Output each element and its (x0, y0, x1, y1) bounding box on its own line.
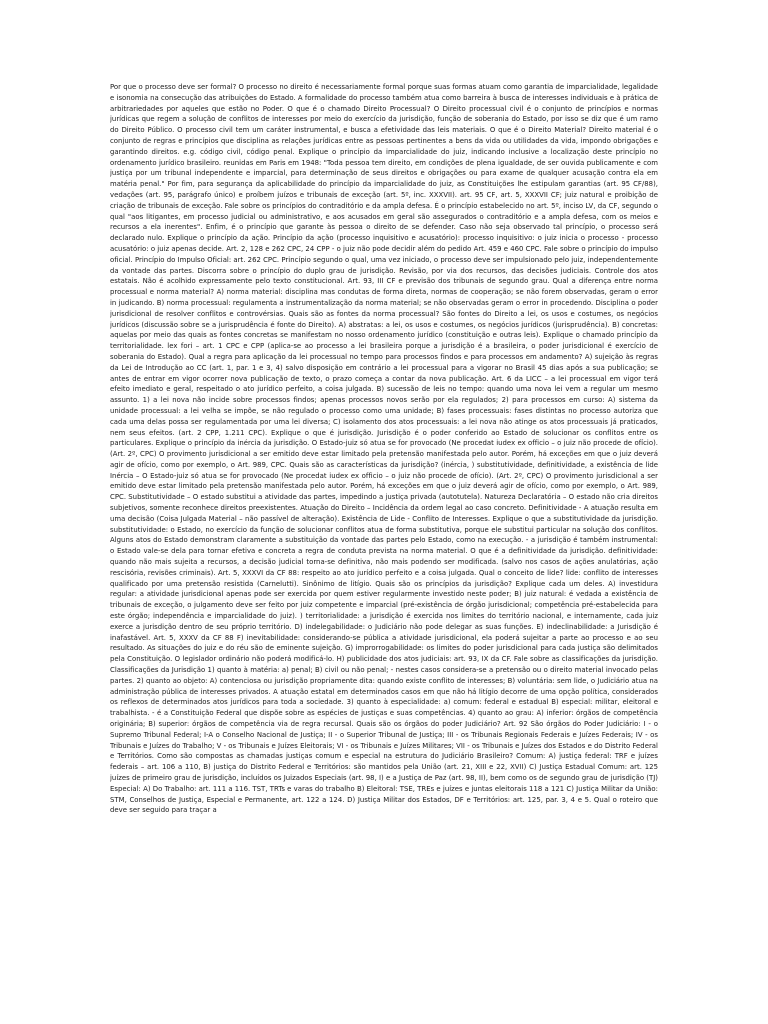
document-body-text: Por que o processo deve ser formal? O processo no direito é necessariamente formal porque suas formas atuam como garantia de imparcialidade, legalidade e isonomia na consecução das atribuições do Estado. A formalidade do processo também atua como barreira à busca de interesses individuais e à prática de arbitrariedades por aqueles que estão no Poder. O que é o chamado Direito Processual? O Direito processual civil é o conjunto de princípios e normas jurídicas que regem a solução de conflitos de interesses por meio do exercício da jurisdição, função de soberania do Estado, por isso se diz que é um ramo do Direito Público. O processo civil tem um caráter instrumental, e busca a efetividade das leis materiais. O que é o Direito Material? Direito material é o conjunto de regras e princípios que disciplina as relações jurídicas entre as pessoas pertinentes a bens da vida ou utilidades da vida, impondo obrigações e garantindo direitos. e.g. código civil, código penal. Explique o princípio da imparcialidade do juiz, indicando inclusive a localização deste princípio no ordenamento jurídico brasileiro. reunidas em Paris em 1948: "Toda pessoa tem direito, em condições de plena igualdade, de ser ouvida publicamente e com justiça por um tribunal independente e imparcial, para determinação de seus direitos e obrigações ou para exame de qualquer acusação contra ela em matéria penal." Por fim, para segurança da aplicabilidade do princípio da imparcialidade do juiz, as Constituições lhe estipulam garantias (art. 95 CF/88), vedações (art. 95, parágrafo único) e proíbem juízos e tribunais de exceção (art. 5º, inc. XXXVII). art. 95 CF, art. 5, XXXVII CF; juiz natural e proibição de criação de tribunais de exceção. Fale sobre os princípios do contraditório e da ampla defesa. É o princípio estabelecido no art. 5º, inciso LV, da CF, segundo o qual "aos litigantes, em processo judicial ou administrativo, e aos acusados em geral são assegurados o contraditório e a ampla defesa, com os meios e recursos a ela inerentes". Enfim, é o princípio que garante às pessoa o direito de se defender. Caso não seja observado tal princípio, o processo será declarado nulo. Explique o princípio da ação. Princípio da ação (processo inquisitivo e acusatório): processo inquisitivo: o juiz inicia o processo - processo acusatório: o juiz apenas decide. Art. 2, 128 e 262 CPC, 24 CPP - o juiz não pode decidir além do pedido Art. 459 e 460 CPC. Fale sobre o princípio do impulso oficial. Princípio do Impulso Oficial: art. 262 CPC. Princípio segundo o qual, uma vez iniciado, o processo deve ser impulsionado pelo juiz, independentemente da vontade das partes. Discorra sobre o princípio do duplo grau de jurisdição. Revisão, por via dos recursos, das decisões judiciais. Controle dos atos estatais. Não é acolhido expressamente pelo texto constitucional. Art. 93, III CF e previsão dos tribunais de segundo grau. Qual a diferença entre norma processual e norma material? A) norma material: disciplina mas condutas de forma direta, normas de cooperação; se não forem observadas, geram o error in judicando. B) norma processual: regulamenta a instrumentalização da norma material; se não observadas geram o error in procedendo. Disciplina o poder jurisdicional de resolver conflitos e controvérsias. Quais são as fontes da norma processual? São fontes do Direito a lei, os usos e costumes, os negócios jurídicos (discussão sobre se a jurisprudência é fonte do Direito). A) abstratas: a lei, os usos e costumes, os negócios jurídicos (jurisprudência). B) concretas: aquelas por meio das quais as fontes concretas se manifestam no nosso ordenamento jurídico (constituição e outras leis). Explique o chamado princípio da territorialidade. lex fori – art. 1 CPC e CPP (aplica-se ao processo a lei brasileira porque a jurisdição é a brasileira, o poder jurisdicional é exercício de soberania do Estado). Qual a regra para aplicação da lei processual no tempo para processos findos e para processos em andamento? A) sujeição às regras da Lei de Introdução ao CC (art. 1, par. 1 e 3, 4) salvo disposição em contrário a lei processual para a vigorar no Brasil 45 dias após a sua publicação; se antes de entrar em vigor ocorrer nova publicação de texto, o prazo começa a contar da nova publicação. Art. 6 da LICC – a lei processual em vigor terá efeito imediato e geral, respeitado o ato jurídico perfeito, a coisa julgada. B) sucessão de leis no tempo: quando uma nova lei vem a regular um mesmo assunto. 1) a lei nova não incide sobre processos findos; apenas processos novos serão por ela regulados; 2) para processos em curso: A) sistema da unidade processual: a lei velha se impõe, se não regulado o processo como uma unidade; B) fases processuais: fases distintas no processo autoriza que cada uma delas possa ser regulamentada por uma lei diversa; C) isolamento dos atos processuais: a lei nova não atinge os atos processuais já praticados, nem seus efeitos. (art. 2 CPP, 1.211 CPC). Explique o que é jurisdição. Jurisdição é o poder conferido ao Estado de solucionar os conflitos entre os particulares. Explique o princípio da inércia da jurisdição. O Estado-juiz só atua se for provocado (Ne procedat iudex ex officio – o juiz não procede de ofício). (Art. 2º, CPC) O provimento jurisdicional a ser emitido deve estar limitado pela pretensão manifestada pelo autor. Porém, há exceções em que o juiz deverá agir de ofício, como por exemplo, o Art. 989, CPC. Quais são as características da jurisdição? (inércia, ) substitutividade, definitividade, a existência de lide Inércia – O Estado-juiz só atua se for provocado (Ne procedat iudex ex officio – o juiz não procede de ofício). (Art. 2º, CPC) O provimento jurisdicional a ser emitido deve estar limitado pela pretensão manifestada pelo autor. Porém, há exceções em que o juiz deverá agir de ofício, como por exemplo, o Art. 989, CPC. Substitutividade – O estado substitui a atividade das partes, impedindo a justiça privada (autotutela). Natureza Declaratória – O estado não cria direitos subjetivos, somente reconhece direitos preexistentes. Atuação do Direito – Incidência da ordem legal ao caso concreto. Definitividade - A atuação resulta em uma decisão (Coisa Julgada Material – não passível de alteração). Existência de Lide - Conflito de Interesses. Explique o que a substitutividade da jurisdição. substitutividade: o Estado, no exercício da função de solucionar conflitos atua de forma substitutiva, porque ele substitui particular na solução dos conflitos. Alguns atos do Estado demonstram claramente a substituição da vontade das partes pelo Estado, como na execução. - a jurisdição é também instrumental: o Estado vale-se dela para tornar efetiva e concreta a regra de conduta prevista na norma material. O que é a definitividade da jurisdição. definitividade: quando não mais sujeita a recursos, a decisão judicial torna-se definitiva, não mais podendo ser modificada. (salvo nos casos de ações anulatórias, ação rescisória, revisões criminais). Art. 5, XXXVI da CF 88: respeito ao ato jurídico perfeito e a coisa julgada. Qual o conceito de lide? lide: conflito de interesses qualificado por uma pretensão resistida (Carnelutti). Sinônimo de litígio. Quais são os princípios da jurisdição? Explique cada um deles. A) investidura regular: a atividade jurisdicional apenas pode ser exercida por quem estiver regularmente investido neste poder; B) juiz natural: é vedada a existência de tribunais de exceção, o julgamento deve ser feito por juiz competente e imparcial (pré-existência de órgão jurisdicional; competência pré-estabelecida para este órgão; independência e imparcialidade do juiz). ) territorialidade: a jurisdição é exercida nos limites do território nacional, e internamente, cada juiz exerce a jurisdição dentro de seu próprio território. D) indelegabilidade: o Judiciário não pode delegar as suas funções. E) indeclinabilidade: a Jurisdição é inafastável. Art. 5, XXXV da CF 88 F) inevitabilidade: considerando-se pública a atividade jurisdicional, ela poderá sujeitar a parte ao processo e ao seu resultado. As situações do juiz e do réu são de eminente sujeição. G) improrrogabilidade: os limites do poder jurisdicional para cada justiça são delimitados pela Constituição. O legislador ordinário não poderá modificá-lo. H) publicidade dos atos judiciais: art. 93, IX da CF. Fale sobre as classificações da jurisdição. Classificações da Jurisdição 1) quanto à matéria: a) penal; B) civil ou não penal; - nestes casos considera-se a pretensão ou o direito material invocado pelas partes. 2) quanto ao objeto: A) contenciosa ou jurisdição propriamente dita: quando existe conflito de interesses; B) voluntária: sem lide, o Judiciário atua na administração pública de interesses privados. A atuação estatal em determinados casos em que não há litígio decorre de uma opção política, considerados os reflexos de determinados atos jurídicos para toda a sociedade. 3) quanto à especialidade: a) comum: federal e estadual B) especial: militar, eleitoral e trabalhista. - é a Constituição Federal que dispõe sobre as espécies de justiças e suas competências. 4) quanto ao grau: A) inferior: órgãos de competência originária; B) superior: órgãos de competência via de regra recursal. Quais são os órgãos do poder Judiciário? Art. 92 São órgãos do Poder Judiciário: I - o Supremo Tribunal Federal; I-A o Conselho Nacional de Justiça; II - o Superior Tribunal de Justiça; III - os Tribunais Regionais Federais e Juízes Federais; IV - os Tribunais e Juízes do Trabalho; V - os Tribunais e Juízes Eleitorais; VI - os Tribunais e Juízes Militares; VII - os Tribunais e Juízes dos Estados e do Distrito Federal e Territórios. Como são compostas as chamadas justiças comum e especial na estrutura do Judiciário Brasileiro? Comum: A) justiça federal: TRF e juízes federais – art. 106 a 110, B) justiça do Distrito Federal e Territórios: são mantidos pela União (art. 21, XIII e 22, XVII) C) Justiça Estadual Comum: art. 125 juízes de primeiro grau de jurisdição, incluídos os Juizados Especiais (art. 98, I) e a Justiça de Paz (art. 98, II), bem como os de segundo grau de jurisdição (TJ) Especial: A) Do Trabalho: art. 111 a 116. TST, TRTs e varas do trabalho B) Eleitoral: TSE, TREs e juízes e juntas eleitorais 118 a 121 C) Justiça Militar da União: STM, Conselhos de Justiça, Especial e Permanente, art. 122 a 124. D) Justiça Militar dos Estados, DF e Territórios: art. 125, par. 3, 4 e 5. Qual o roteiro que deve ser seguido para traçar a (110, 83, 658, 815)
document-page (110, 82, 658, 962)
